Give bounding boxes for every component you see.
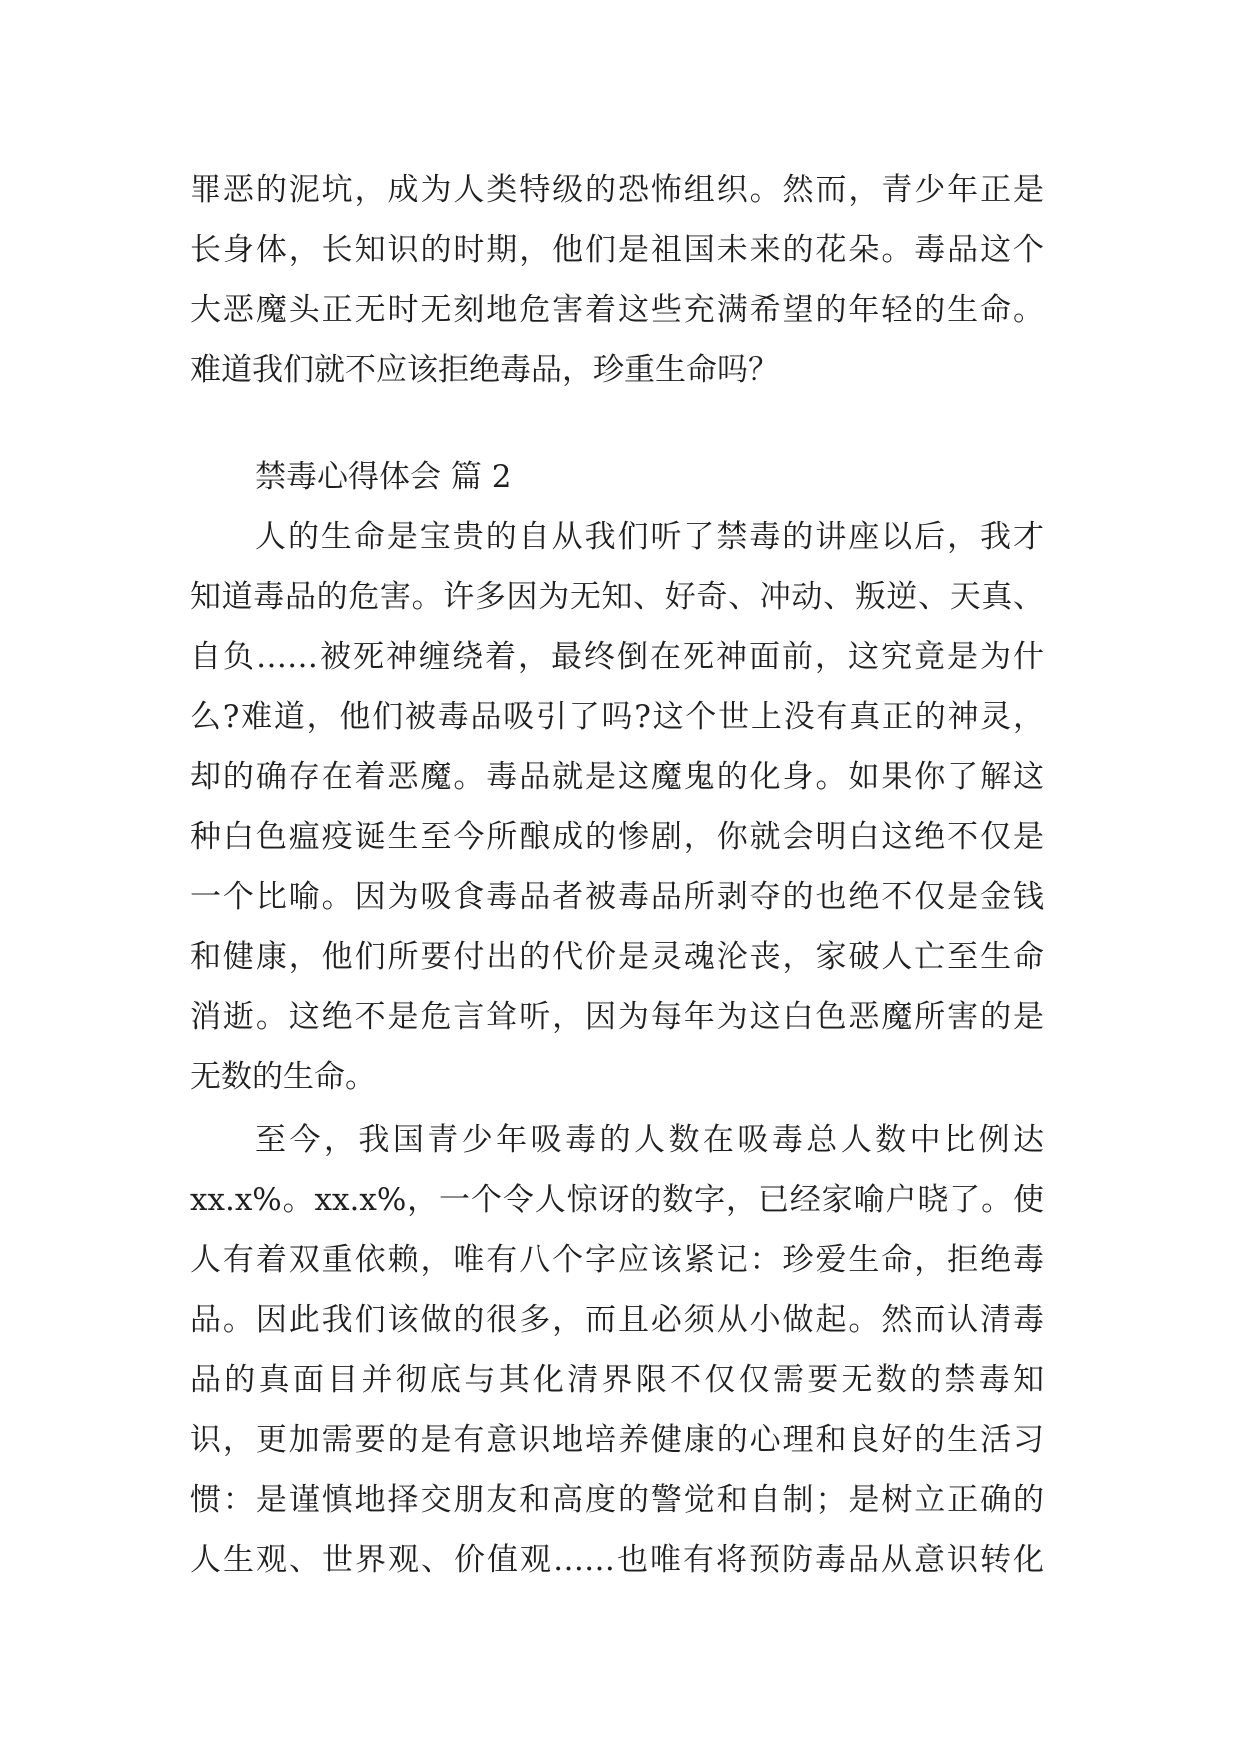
section-heading: 禁毒心得体会 篇 2 [255, 459, 512, 495]
body-text-line: 大恶魔头正无时无刻地危害着这些充满希望的年轻的生命。 [190, 292, 1044, 328]
body-text-line: 品的真面目并彻底与其化清界限不仅仅需要无数的禁毒知 [190, 1362, 1044, 1398]
body-text-line: 人的生命是宝贵的自从我们听了禁毒的讲座以后，我才 [255, 519, 1044, 555]
body-text-line: 却的确存在着恶魔。毒品就是这魔鬼的化身。如果你了解这 [190, 759, 1044, 795]
body-text-line: 种白色瘟疫诞生至今所酿成的惨剧，你就会明白这绝不仅是 [190, 819, 1044, 855]
body-text-line: 无数的生命。 [190, 1059, 376, 1095]
body-text-line: 识，更加需要的是有意识地培养健康的心理和良好的生活习 [190, 1422, 1044, 1458]
body-text-line: 自负……被死神缠绕着，最终倒在死神面前，这究竟是为什 [190, 639, 1044, 675]
body-text-line: 和健康，他们所要付出的代价是灵魂沦丧，家破人亡至生命 [190, 939, 1044, 975]
body-text-line: 么?难道，他们被毒品吸引了吗?这个世上没有真正的神灵， [190, 699, 1044, 735]
body-text-line: xx.x%。xx.x%，一个令人惊讶的数字，已经家喻户晓了。使 [190, 1182, 1044, 1218]
body-text-line: 长身体，长知识的时期，他们是祖国未来的花朵。毒品这个 [190, 232, 1044, 268]
body-text-line: 罪恶的泥坑，成为人类特级的恐怖组织。然而，青少年正是 [190, 172, 1044, 208]
body-text-line: 消逝。这绝不是危言耸听，因为每年为这白色恶魔所害的是 [190, 999, 1044, 1035]
body-text-line: 知道毒品的危害。许多因为无知、好奇、冲动、叛逆、天真、 [190, 579, 1044, 615]
body-text-line: 至今，我国青少年吸毒的人数在吸毒总人数中比例达 [255, 1122, 1044, 1158]
body-text-line: 难道我们就不应该拒绝毒品，珍重生命吗？ [190, 352, 779, 388]
body-text-line: 人有着双重依赖，唯有八个字应该紧记：珍爱生命，拒绝毒 [190, 1242, 1044, 1278]
body-text-line: 人生观、世界观、价值观……也唯有将预防毒品从意识转化 [190, 1542, 1044, 1578]
body-text-line: 一个比喻。因为吸食毒品者被毒品所剥夺的也绝不仅是金钱 [190, 879, 1044, 915]
body-text-line: 品。因此我们该做的很多，而且必须从小做起。然而认清毒 [190, 1302, 1044, 1338]
body-text-line: 惯：是谨慎地择交朋友和高度的警觉和自制；是树立正确的 [190, 1482, 1044, 1518]
